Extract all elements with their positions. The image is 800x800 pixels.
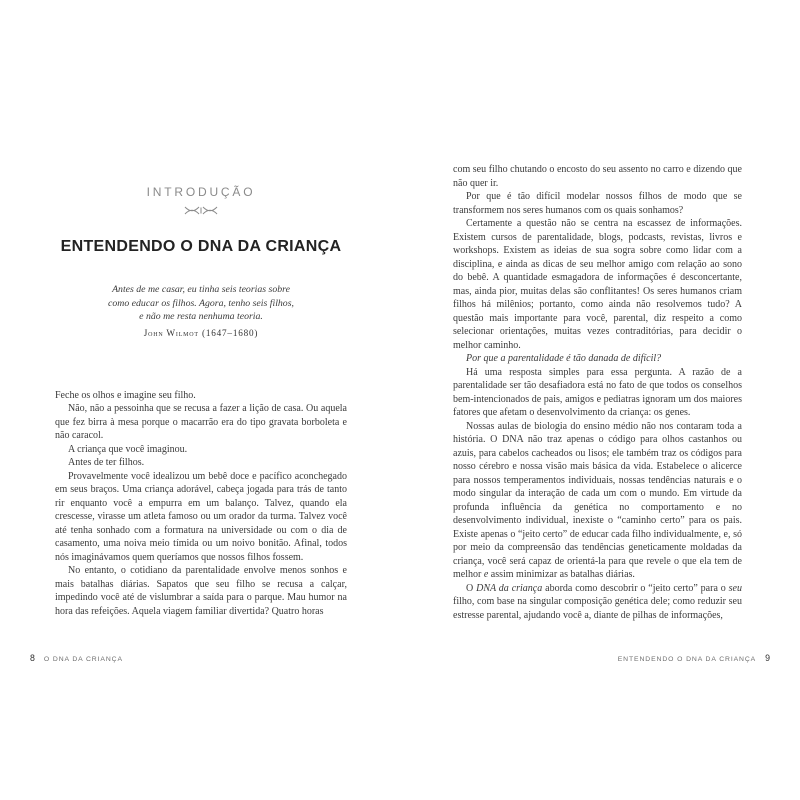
- page-number: 8: [30, 653, 35, 663]
- text-run: filho, com base na singular composição genética dele; como reduzir seu estresse parental, ajudando você a, diante de pilhas de informações,: [453, 596, 742, 621]
- emphasis-text: Por que a parentalidade é tão danada de difícil?: [466, 353, 662, 364]
- epigraph-line: e não me resta nenhuma teoria.: [139, 311, 263, 322]
- left-page-body: [55, 389, 347, 619]
- body-paragraph: [55, 564, 347, 618]
- left-page: [55, 185, 347, 618]
- chapter-title: ENTENDENDO O DNA DA CRIANÇA: [60, 238, 342, 255]
- text-run: aborda como descobrir o “jeito certo” para o: [542, 582, 729, 594]
- text-run: Não, não a pessoinha que se recusa a fazer a lição de casa. Ou aquela que fez birra à mesa porque o macarrão era do tipo gravata borboleta e não caracol.: [55, 403, 347, 441]
- chapter-header: [55, 185, 347, 338]
- body-paragraph: [453, 582, 742, 623]
- body-paragraph: [55, 456, 347, 470]
- body-paragraph: [453, 190, 742, 217]
- text-run: Antes de ter filhos.: [68, 457, 145, 468]
- epigraph-attribution: John Wilmot (1647–1680): [143, 327, 259, 338]
- epigraph-line: Antes de me casar, eu tinha seis teorias sobre: [112, 284, 290, 295]
- text-run: Por que é tão difícil modelar nossos filhos de modo que se transformem nos seres humanos com os quais sonhamos?: [453, 191, 742, 216]
- running-title: ENTENDENDO O DNA DA CRIANÇA: [617, 656, 757, 663]
- text-run: No entanto, o cotidiano da parentalidade envolve menos sonhos e mais batalhas diárias. Sapatos que seu filho se recusa a calçar, impedindo você até de vislumbrar a saída para o parque. Mau humor na hora das refeições. Aquela viagem familiar divertida? Quatro horas: [55, 565, 347, 617]
- emphasis-text: DNA da criança: [476, 582, 543, 594]
- text-run: A criança que você imaginou.: [68, 443, 188, 455]
- right-page-body: [453, 163, 742, 622]
- dna-helix-icon: [55, 206, 347, 216]
- text-run: Há uma resposta simples para essa pergunta. A razão de a parentalidade ser tão desafiadora está no fato de que todos os conselhos bem-intencionados de pais, amigos e pediatras ignoram um dos maiores fatores que afetam o desenvolvimento da criança: os genes.: [453, 366, 742, 418]
- right-page-footer: [618, 653, 770, 663]
- body-paragraph: [453, 217, 742, 352]
- running-title: O DNA DA CRIANÇA: [43, 656, 123, 663]
- epigraph-line: como educar os filhos. Agora, tenho seis filhos,: [108, 297, 294, 309]
- body-paragraph: [55, 443, 347, 457]
- text-run: assim minimizar as batalhas diárias.: [488, 569, 635, 580]
- right-page: [453, 163, 742, 622]
- page-number: 9: [765, 653, 770, 663]
- text-run: Feche os olhos e imagine seu filho.: [55, 389, 196, 401]
- body-paragraph: [55, 470, 347, 565]
- section-label: INTRODUÇÃO: [146, 185, 256, 199]
- body-paragraph: [453, 366, 742, 420]
- body-paragraph: [55, 402, 347, 443]
- text-run: O: [466, 582, 477, 594]
- body-paragraph: [55, 389, 347, 403]
- text-run: Certamente a questão não se centra na escassez de informações. Existem cursos de parentalidade, blogs, podcasts, revistas, livros e workshops. Existem as ideias de sua sogra sobre como lidar com a disciplina, e ainda as dicas de seu melhor amigo com relação ao sono do bebê. A quantidade esmagadora de informações é desconcertante, mas, ainda pior, muitas delas são conflitantes! Os seres humanos criam filhos há milênios; portanto, como ainda não resolvemos tudo? A questão mais importante para você, parental, diz respeito a como selecionar orientações, muitas vezes contraditórias, para decidir o melhor caminho.: [453, 218, 742, 351]
- text-run: Nossas aulas de biologia do ensino médio não nos contaram toda a história. O DNA não traz apenas o código para olhos castanhos ou azuis, para cabelos cacheados ou lisos; ele também traz os códigos para nosso cérebro e nossa visão mais básica da vida. Estabelece o alicerce para nossos temperamentos individuais, nossas tendências naturais e o modo singular da interação de cada um com o mundo. Em virtude da profunda influência da genética no comportamento e no desenvolvimento individual, inexiste o “caminho certo” para os pais. Existe apenas o “jeito certo” de educar cada filho individualmente, e, só por meio da compreensão das tendências geneticamente moldadas da criança, você será capaz de orientá-la para que revele o que ela tem de melhor: [453, 420, 742, 580]
- body-paragraph: [453, 352, 742, 366]
- emphasis-text: seu: [728, 582, 742, 594]
- text-run: Provavelmente você idealizou um bebê doce e pacífico aconchegado em seus braços. Uma criança adorável, cabeça jogada para trás de tanto rir enquanto você a empurra em um balanço. Talvez, quando ela crescesse, virasse um atleta famoso ou um orador da turma. Talvez você até tenha sonhado com a formatura na universidade ou com o dia de casamento, uma noiva meio tímida ou um noivo bonitão. Afinal, todos nós imaginávamos quem queríamos que nossos filhos fossem.: [55, 470, 347, 563]
- body-paragraph: [453, 163, 742, 190]
- text-run: com seu filho chutando o encosto do seu assento no carro e dizendo que não quer ir.: [453, 164, 742, 189]
- body-paragraph: [453, 420, 742, 582]
- left-page-footer: [30, 653, 123, 663]
- epigraph: [55, 283, 347, 324]
- emphasis-text: e: [483, 569, 489, 580]
